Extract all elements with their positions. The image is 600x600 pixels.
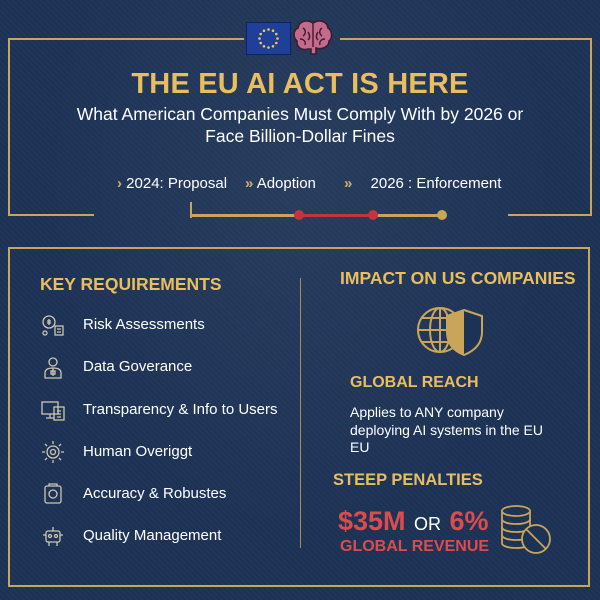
requirement-label: Human Overiggt [83, 443, 193, 460]
transparency-icon [40, 397, 66, 423]
timeline-label: 2026 : Enforcement [370, 175, 502, 192]
eu-star [259, 33, 262, 36]
brain-icon [291, 18, 335, 56]
risk-assessment-icon [40, 312, 66, 338]
double-chevron-right-icon: » [245, 175, 254, 192]
timeline-label: 2024: Proposal [126, 175, 228, 192]
requirement-label: Data Goverance [83, 358, 193, 375]
eu-star [267, 28, 270, 31]
impact-title: IMPACT ON US COMPANIES [340, 268, 576, 288]
eu-star [275, 42, 278, 45]
timeline-active-segment [298, 214, 374, 217]
requirement-label: Transparency & Info to Users [83, 401, 278, 418]
eu-star [276, 37, 279, 40]
page-subtitle: What American Companies Must Comply With by 2026 or Face Billion-Dollar Fines [76, 104, 524, 146]
eu-star [272, 45, 275, 48]
eu-flag-icon [246, 22, 291, 55]
global-reach-title: GLOBAL REACH [350, 374, 479, 391]
quality-management-icon [40, 523, 66, 549]
penalty-basis: GLOBAL REVENUE [340, 538, 490, 555]
header-frame-line [508, 214, 592, 216]
timeline-step [245, 175, 316, 192]
timeline-marker [190, 202, 192, 218]
timeline-marker [437, 210, 447, 220]
coins-prohibited-icon [498, 503, 554, 557]
panel-divider [300, 278, 301, 548]
page-title: THE EU AI ACT IS HERE [131, 68, 469, 100]
requirement-label: Risk Assessments [83, 316, 205, 333]
penalty-percent: 6% [449, 506, 489, 536]
header-frame-line [340, 38, 592, 40]
chevron-right-icon: › [117, 175, 122, 192]
eu-star [259, 42, 262, 45]
timeline-label: Adoption [256, 175, 316, 192]
key-requirements-title: KEY REQUIREMENTS [40, 274, 222, 294]
header-frame-line [8, 214, 94, 216]
double-chevron-right-icon: » [344, 175, 353, 192]
penalty-amount-line [338, 506, 488, 537]
timeline-marker [368, 210, 378, 220]
header-frame-line [590, 38, 592, 216]
requirement-label: Quality Management [83, 527, 222, 544]
penalty-or: OR [414, 514, 441, 534]
timeline-step [344, 175, 501, 192]
globe-shield-icon [414, 302, 488, 358]
global-reach-text: Applies to ANY company deploying AI systems in the EU EU [350, 404, 543, 455]
header-frame-line [8, 38, 244, 40]
human-oversight-icon [40, 439, 66, 465]
penalties-title: STEEP PENALTIES [333, 471, 483, 489]
eu-star [263, 29, 266, 32]
timeline-marker [294, 210, 304, 220]
timeline-step [117, 175, 227, 192]
penalty-amount: $35M [338, 506, 406, 536]
eu-star [272, 29, 275, 32]
accuracy-icon [40, 481, 66, 507]
eu-star [275, 33, 278, 36]
requirement-label: Accuracy & Robustes [83, 485, 227, 502]
eu-star [267, 46, 270, 49]
header-frame-line [8, 38, 10, 216]
eu-star [263, 45, 266, 48]
eu-star [258, 37, 261, 40]
data-governance-icon [40, 354, 66, 380]
